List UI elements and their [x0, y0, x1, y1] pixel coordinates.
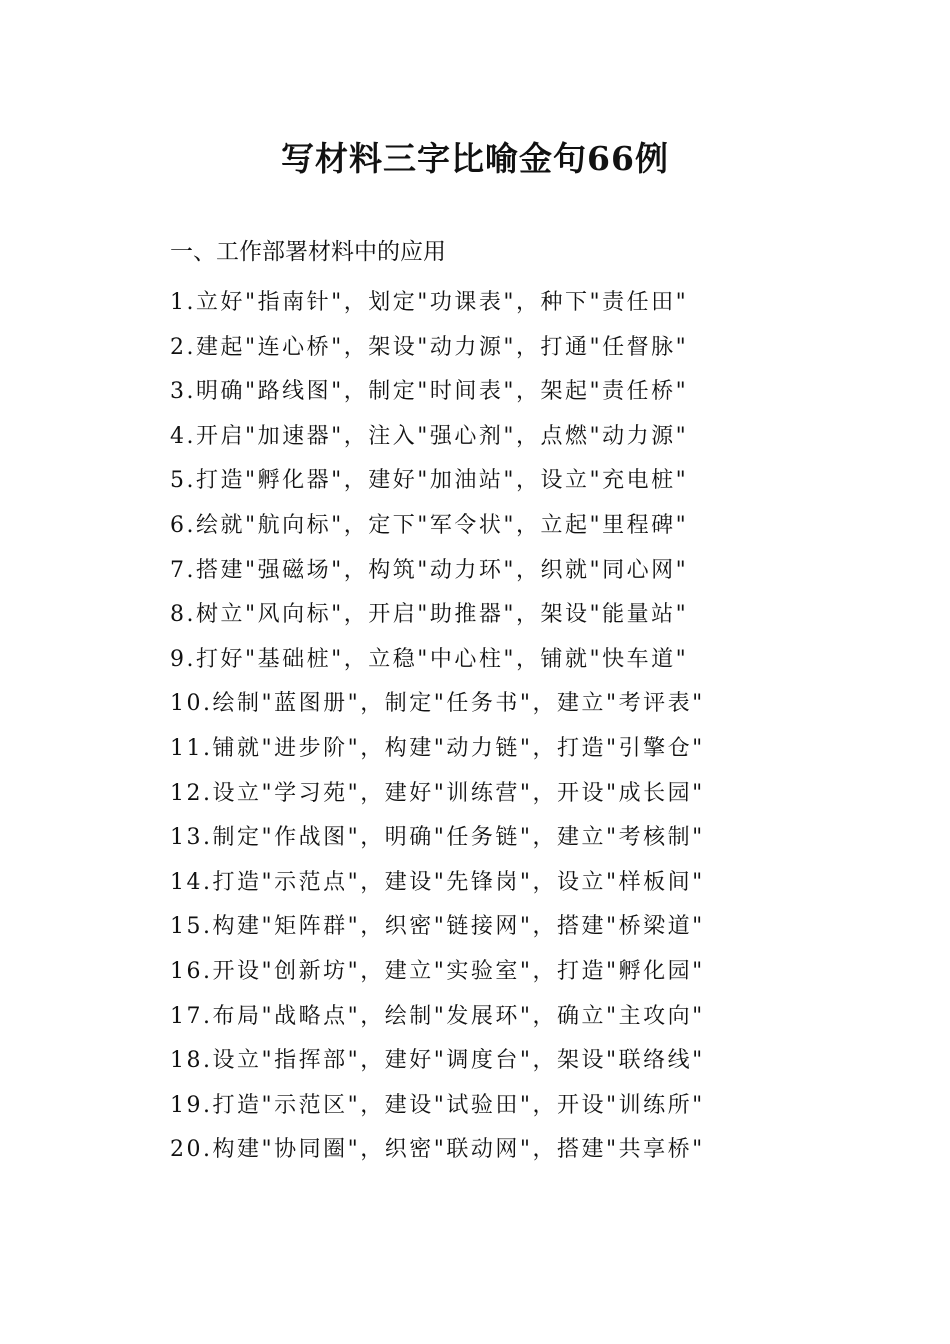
list-item: 1.立好"指南针"，划定"功课表"，种下"责任田": [170, 290, 689, 315]
list-item: 4.开启"加速器"，注入"强心剂"，点燃"动力源": [170, 423, 689, 449]
list-item: 13.制定"作战图"，明确"任务链"，建立"考核制": [170, 825, 705, 851]
list-item: 12.设立"学习苑"，建好"训练营"，开设"成长园": [170, 780, 705, 806]
list-item: 14.打造"示范点"，建设"先锋岗"，设立"样板间": [170, 869, 705, 895]
list-item: 11.铺就"进步阶"，构建"动力链"，打造"引擎仓": [170, 735, 705, 761]
list-item: 8.树立"风向标"，开启"助推器"，架设"能量站": [170, 602, 689, 628]
list-item: 18.设立"指挥部"，建好"调度台"，架设"联络线": [170, 1048, 705, 1074]
list-item: 3.明确"路线图"，制定"时间表"，架起"责任桥": [170, 379, 689, 405]
list-item: 9.打好"基础桩"，立稳"中心柱"，铺就"快车道": [170, 646, 689, 672]
phrase-list: [170, 281, 930, 1173]
list-item: 7.搭建"强磁场"，构筑"动力环"，织就"同心网": [170, 557, 689, 583]
list-item: 5.打造"孵化器"，建好"加油站"，设立"充电桩": [170, 468, 689, 494]
list-item: 15.构建"矩阵群"，织密"链接网"，搭建"桥梁道": [170, 914, 705, 940]
list-item: 16.开设"创新坊"，建立"实验室"，打造"孵化园": [170, 958, 705, 984]
list-item: 17.布局"战略点"，绘制"发展环"，确立"主攻向": [170, 1003, 705, 1029]
section-heading: 一、工作部署材料中的应用: [170, 239, 446, 265]
list-item: 2.建起"连心桥"，架设"动力源"，打通"任督脉": [170, 334, 689, 360]
list-item: 20.构建"协同圈"，织密"联动网"，搭建"共享桥": [170, 1137, 705, 1163]
list-item: 19.打造"示范区"，建设"试验田"，开设"训练所": [170, 1092, 705, 1118]
document-title: 写材料三字比喻金句66例: [281, 139, 669, 178]
list-item: 10.绘制"蓝图册"，制定"任务书"，建立"考评表": [170, 691, 705, 717]
list-item: 6.绘就"航向标"，定下"军令状"，立起"里程碑": [170, 512, 689, 538]
